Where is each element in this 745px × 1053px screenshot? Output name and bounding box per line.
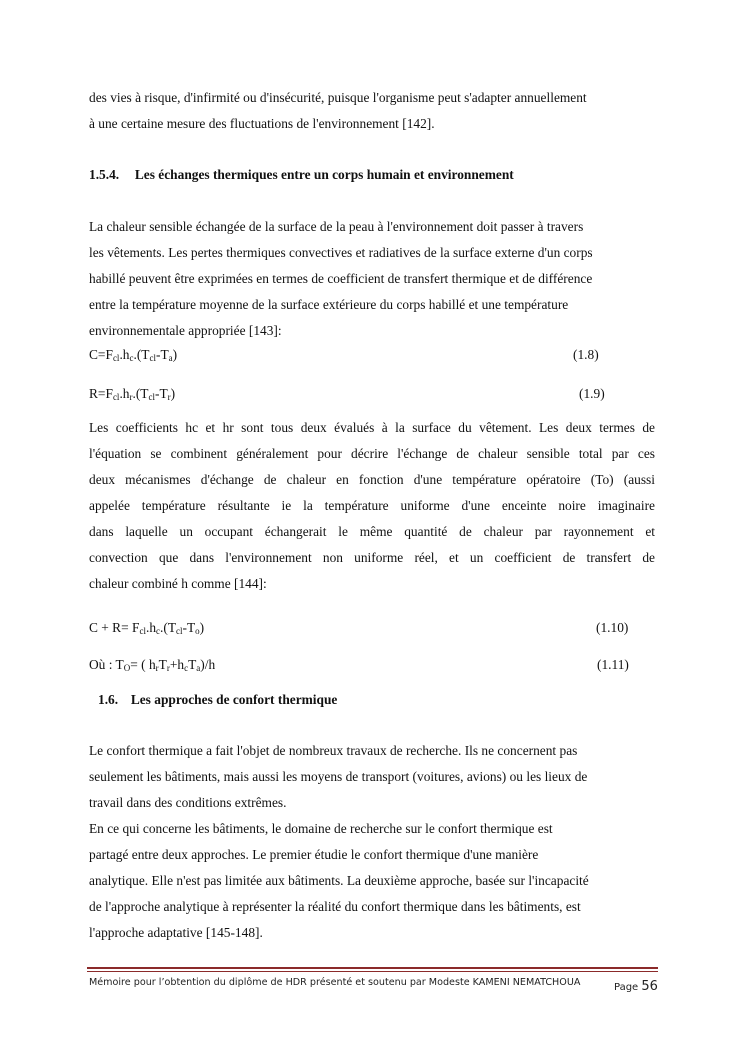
section-number: 1.6. [98, 692, 119, 707]
equation-number: (1.9) [579, 386, 605, 401]
equation-1-9: $R=F_{cl}.h_r.(T_{cl}-T_r)$ [89, 386, 176, 402]
text-line: travail dans des conditions extrêmes. [89, 795, 287, 810]
page-number [614, 975, 658, 994]
text-line: seulement les bâtiments, mais aussi les moyens de transport (voitures, avions) ou les lieux de [89, 769, 588, 784]
text-line: Le confort thermique a fait l'objet de nombreux travaux de recherche. Ils ne concernent pas [89, 743, 578, 758]
text-line: de l'approche analytique à représenter la réalité du confort thermique dans les bâtiments, est [89, 899, 581, 914]
text-line: appelée température résultante ie la température uniforme d'une enceinte noire imaginaire [89, 498, 655, 513]
section-title: Les échanges thermiques entre un corps humain et environnement [134, 167, 514, 182]
paragraph-coefficients [89, 415, 655, 597]
section-title: Les approches de confort thermique [130, 692, 338, 707]
text-line: deux mécanismes d'échange de chaleur en fonction d'une température opératoire (To) (aussi [89, 472, 655, 487]
footer-rule-thin [87, 971, 658, 972]
page-label: Page [614, 982, 642, 993]
section-number: 1.5.4. [89, 167, 120, 182]
equation-1-11: Où : $T_O=$ ( $h_rT_r+h_cT_a)/h$ [89, 657, 216, 673]
text-line: Les coefficients hc et hr sont tous deux évalués à la surface du vêtement. Les deux termes de [89, 420, 655, 435]
text-line: l'équation se combinent généralement pour décrire l'échange de chaleur sensible total par ces [89, 446, 655, 461]
text-line: En ce qui concerne les bâtiments, le domaine de recherche sur le confort thermique est [89, 821, 553, 836]
footer-text: Mémoire pour l’obtention du diplôme de HDR présenté et soutenu par Modeste KAMENI NEMATCHOUA [89, 977, 581, 988]
equation-1-10: $C + R= F_{cl}.h_c.(T_{cl}-T_o)$ [89, 620, 205, 636]
text-line: à une certaine mesure des fluctuations de l'environnement [142]. [89, 116, 435, 131]
equation-prefix: Où : [89, 657, 116, 672]
text-line: l'approche adaptative [145-148]. [89, 925, 263, 940]
paragraph-confort-thermique [89, 738, 655, 946]
text-line: convection que dans l'environnement non uniforme réel, et un coefficient de transfert de [89, 550, 655, 565]
text-line: environnementale appropriée [143]: [89, 323, 282, 338]
section-heading-1-6 [98, 692, 337, 708]
text-line: habillé peuvent être exprimées en termes de coefficient de transfert thermique et de différence [89, 271, 593, 286]
page-number-value: 56 [641, 979, 658, 994]
equation-number: (1.11) [597, 657, 629, 672]
equation-number: (1.10) [596, 620, 629, 635]
text-line: dans laquelle un occupant échangerait le même quantité de chaleur par rayonnement et [89, 524, 655, 539]
equation-1-8: $C=F_{cl}.h_c.(T_{cl}-T_a)$ [89, 347, 178, 363]
text-line: les vêtements. Les pertes thermiques convectives et radiatives de la surface externe d'un corps [89, 245, 593, 260]
text-line: analytique. Elle n'est pas limitée aux bâtiments. La deuxième approche, basée sur l'incapacité [89, 873, 589, 888]
footer-rule-thick [87, 967, 658, 969]
text-line: chaleur combiné h comme [144]: [89, 576, 267, 591]
text-line: La chaleur sensible échangée de la surface de la peau à l'environnement doit passer à travers [89, 219, 584, 234]
section-heading-1-5-4 [89, 167, 514, 183]
paragraph-chaleur-sensible [89, 214, 655, 344]
text-line: partagé entre deux approches. Le premier étudie le confort thermique d'une manière [89, 847, 539, 862]
text-line: entre la température moyenne de la surface extérieure du corps habillé et une température [89, 297, 569, 312]
text-line: des vies à risque, d'infirmité ou d'insécurité, puisque l'organisme peut s'adapter annuellement [89, 90, 587, 105]
top-paragraph [89, 85, 655, 137]
equation-number: (1.8) [573, 347, 599, 362]
